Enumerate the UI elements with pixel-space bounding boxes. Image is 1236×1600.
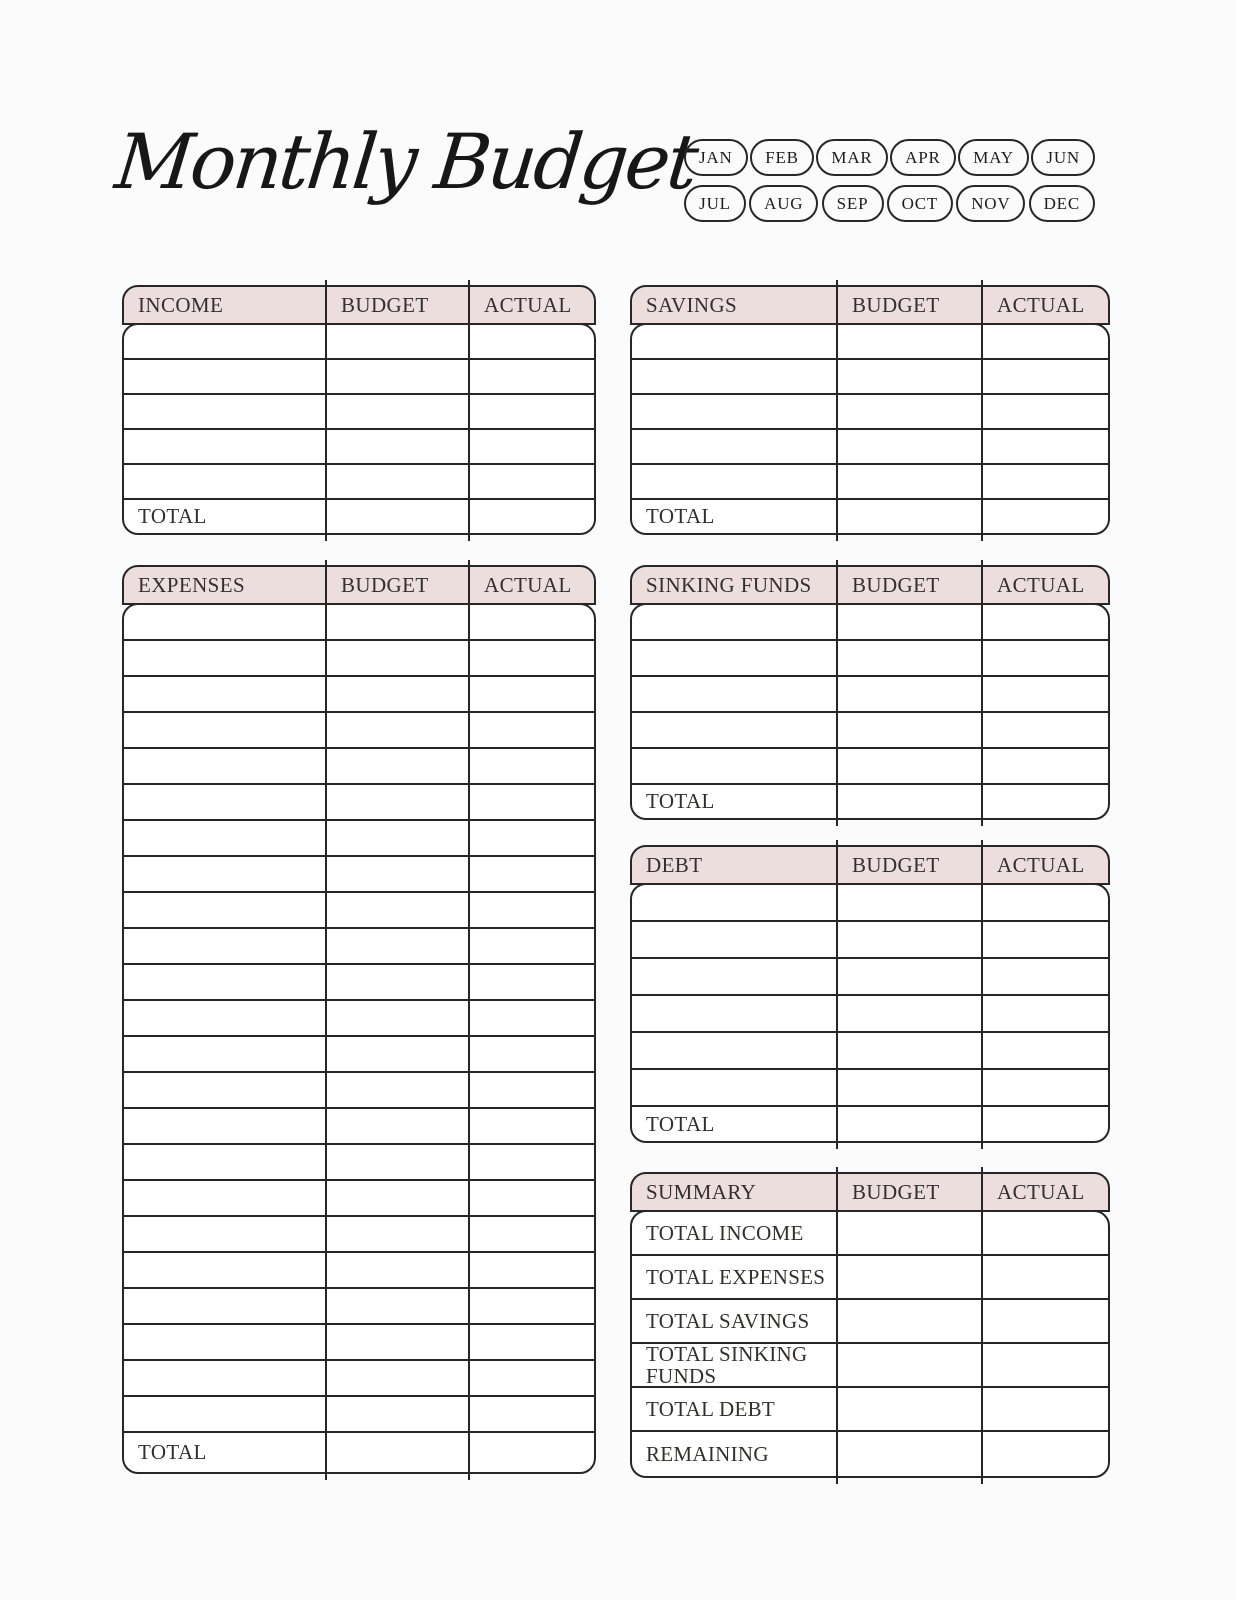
debt-actual-header: ACTUAL (997, 852, 1085, 877)
empty-actual-cell[interactable] (470, 1001, 594, 1035)
summary-row-total-debt (632, 1388, 1108, 1432)
table-row (124, 1289, 594, 1325)
savings-header-label: SAVINGS (646, 292, 738, 317)
debt-table-header (630, 845, 1110, 885)
summary-row-total-expenses (632, 1256, 1108, 1300)
summary-budget-header: BUDGET (852, 1179, 940, 1204)
table-row (124, 713, 594, 749)
empty-actual-cell[interactable] (983, 360, 1108, 393)
column-separator (981, 1167, 983, 1484)
debt-table-body (630, 883, 1110, 1143)
empty-actual-cell[interactable] (983, 430, 1108, 463)
empty-budget-cell[interactable] (327, 965, 470, 999)
table-row (632, 325, 1108, 360)
savings-actual-header: ACTUAL (997, 292, 1085, 317)
sinking-funds-budget-header: BUDGET (852, 572, 940, 597)
income-actual-header: ACTUAL (484, 292, 572, 317)
empty-name-cell[interactable] (124, 785, 327, 819)
empty-name-cell[interactable] (632, 713, 838, 747)
empty-budget-cell[interactable] (838, 360, 983, 393)
sinking-funds-header-label: SINKING FUNDS (646, 572, 812, 597)
table-row (124, 857, 594, 893)
empty-name-cell[interactable] (124, 1073, 327, 1107)
table-row (124, 1217, 594, 1253)
expenses-header-label: EXPENSES (138, 572, 246, 597)
income-table (122, 285, 596, 535)
expenses-actual-header: ACTUAL (484, 572, 572, 597)
empty-budget-cell[interactable] (838, 749, 983, 783)
empty-budget-cell[interactable] (327, 1109, 470, 1143)
month-jun[interactable]: JUN (1031, 139, 1095, 176)
empty-actual-cell[interactable] (983, 1070, 1108, 1105)
savings-table-body (630, 323, 1110, 535)
expenses-total-label: TOTAL (138, 1440, 207, 1464)
summary-total-debt-label: TOTAL DEBT (646, 1396, 776, 1421)
empty-actual-cell[interactable] (470, 360, 594, 393)
summary-row-total-income (632, 1212, 1108, 1256)
column-separator (836, 1167, 838, 1484)
empty-name-cell[interactable] (632, 677, 838, 711)
expenses-table-header (122, 565, 596, 605)
empty-name-cell[interactable] (124, 1145, 327, 1179)
empty-budget-cell[interactable] (838, 395, 983, 428)
empty-budget-cell[interactable] (327, 605, 470, 639)
empty-actual-cell[interactable] (470, 1109, 594, 1143)
table-row (124, 1001, 594, 1037)
table-row (632, 922, 1108, 959)
debt-total-label: TOTAL (646, 1111, 715, 1136)
month-selector (684, 139, 1095, 222)
empty-name-cell[interactable] (632, 1033, 838, 1068)
table-row (632, 677, 1108, 713)
empty-name-cell[interactable] (632, 641, 838, 675)
empty-actual-cell[interactable] (470, 1181, 594, 1215)
empty-budget-cell[interactable] (838, 1300, 983, 1342)
empty-actual-cell[interactable] (470, 1397, 594, 1431)
empty-name-cell[interactable] (632, 1070, 838, 1105)
table-row (124, 1397, 594, 1433)
empty-actual-cell[interactable] (470, 929, 594, 963)
empty-name-cell[interactable] (124, 430, 327, 463)
empty-name-cell[interactable] (632, 395, 838, 428)
empty-budget-cell[interactable] (327, 1325, 470, 1359)
empty-actual-cell[interactable] (983, 922, 1108, 957)
table-row (124, 360, 594, 395)
empty-budget-cell[interactable] (327, 1289, 470, 1323)
empty-name-cell[interactable] (124, 821, 327, 855)
sinking-funds-actual-header: ACTUAL (997, 572, 1085, 597)
empty-actual-cell[interactable] (983, 885, 1108, 920)
empty-budget-cell[interactable] (838, 885, 983, 920)
table-row (124, 1145, 594, 1181)
table-row (124, 965, 594, 1001)
empty-name-cell[interactable] (124, 325, 327, 358)
summary-row-total-savings (632, 1300, 1108, 1344)
expenses-rows (124, 605, 594, 1433)
table-row (124, 1253, 594, 1289)
table-row (124, 1037, 594, 1073)
empty-name-cell[interactable] (124, 1253, 327, 1287)
empty-actual-cell[interactable] (470, 325, 594, 358)
empty-budget-cell[interactable] (327, 1037, 470, 1071)
debt-table (630, 845, 1110, 1143)
table-row (124, 929, 594, 965)
empty-budget-cell[interactable] (327, 893, 470, 927)
income-rows (124, 325, 594, 500)
empty-actual-cell[interactable] (470, 1289, 594, 1323)
empty-name-cell[interactable] (632, 605, 838, 639)
column-separator (325, 560, 327, 1480)
table-row (124, 1325, 594, 1361)
table-row (124, 641, 594, 677)
table-row (124, 1109, 594, 1145)
empty-actual-cell[interactable] (470, 430, 594, 463)
table-row (632, 641, 1108, 677)
expenses-table (122, 565, 596, 1474)
savings-total-label: TOTAL (646, 504, 715, 528)
table-row (632, 465, 1108, 500)
empty-actual-cell[interactable] (983, 1212, 1108, 1254)
empty-budget-cell[interactable] (838, 605, 983, 639)
savings-table-header (630, 285, 1110, 325)
table-row (632, 713, 1108, 749)
empty-name-cell[interactable] (124, 1037, 327, 1071)
summary-actual-header: ACTUAL (997, 1179, 1085, 1204)
empty-budget-cell[interactable] (838, 959, 983, 994)
empty-name-cell[interactable] (124, 1001, 327, 1035)
empty-budget-cell[interactable] (327, 1217, 470, 1251)
debt-budget-header: BUDGET (852, 852, 940, 877)
empty-name-cell[interactable] (124, 641, 327, 675)
empty-name-cell[interactable] (124, 360, 327, 393)
empty-budget-cell[interactable] (327, 929, 470, 963)
column-separator (836, 840, 838, 1149)
empty-budget-cell[interactable] (327, 1361, 470, 1395)
debt-header-label: DEBT (646, 852, 703, 877)
empty-budget-cell[interactable] (327, 1181, 470, 1215)
empty-name-cell[interactable] (632, 959, 838, 994)
page-title: Monthly Budget (111, 117, 700, 206)
sinking-funds-total-row[interactable] (632, 785, 1108, 818)
empty-actual-cell[interactable] (983, 749, 1108, 783)
empty-budget-cell[interactable] (838, 1432, 983, 1476)
debt-total-row[interactable] (632, 1107, 1108, 1141)
empty-actual-cell[interactable] (470, 857, 594, 891)
empty-name-cell[interactable] (632, 885, 838, 920)
table-row (632, 885, 1108, 922)
summary-row-remaining (632, 1432, 1108, 1476)
empty-name-cell[interactable] (124, 857, 327, 891)
empty-actual-cell[interactable] (983, 641, 1108, 675)
empty-budget-cell[interactable] (327, 395, 470, 428)
sinking-funds-table-body (630, 603, 1110, 820)
empty-actual-cell[interactable] (470, 1217, 594, 1251)
empty-name-cell[interactable] (632, 325, 838, 358)
column-separator (981, 560, 983, 826)
month-jan[interactable]: JAN (684, 139, 748, 176)
empty-budget-cell[interactable] (838, 1070, 983, 1105)
month-row-1 (684, 139, 1095, 176)
summary-table-header (630, 1172, 1110, 1212)
summary-table (630, 1172, 1110, 1478)
empty-name-cell[interactable] (632, 996, 838, 1031)
empty-budget-cell[interactable] (327, 749, 470, 783)
column-separator (836, 560, 838, 826)
empty-actual-cell[interactable] (983, 1256, 1108, 1298)
column-separator (981, 280, 983, 541)
empty-budget-cell[interactable] (838, 922, 983, 957)
table-row (124, 465, 594, 500)
table-row (124, 605, 594, 641)
empty-actual-cell[interactable] (983, 395, 1108, 428)
table-row (124, 1073, 594, 1109)
empty-budget-cell[interactable] (327, 430, 470, 463)
month-may[interactable]: MAY (958, 139, 1029, 176)
savings-table (630, 285, 1110, 535)
empty-budget-cell[interactable] (327, 465, 470, 498)
savings-budget-header: BUDGET (852, 292, 940, 317)
expenses-table-body (122, 603, 596, 1474)
empty-budget-cell[interactable] (327, 785, 470, 819)
summary-header-label: SUMMARY (646, 1179, 757, 1204)
empty-budget-cell[interactable] (838, 325, 983, 358)
empty-actual-cell[interactable] (983, 1344, 1108, 1386)
sinking-funds-rows (632, 605, 1108, 785)
empty-name-cell[interactable] (124, 929, 327, 963)
empty-actual-cell[interactable] (470, 1073, 594, 1107)
summary-total-income-label: TOTAL INCOME (646, 1220, 804, 1245)
month-apr[interactable]: APR (890, 139, 955, 176)
debt-rows (632, 885, 1108, 1107)
empty-name-cell[interactable] (632, 749, 838, 783)
empty-actual-cell[interactable] (470, 1325, 594, 1359)
empty-budget-cell[interactable] (327, 677, 470, 711)
empty-actual-cell[interactable] (470, 893, 594, 927)
empty-budget-cell[interactable] (327, 641, 470, 675)
table-row (124, 821, 594, 857)
empty-budget-cell[interactable] (838, 677, 983, 711)
empty-actual-cell[interactable] (470, 821, 594, 855)
empty-name-cell[interactable] (124, 1397, 327, 1431)
sinking-funds-table-header (630, 565, 1110, 605)
month-jul[interactable]: JUL (684, 185, 746, 222)
column-separator (468, 280, 470, 541)
column-separator (325, 280, 327, 541)
empty-name-cell[interactable] (124, 1361, 327, 1395)
empty-actual-cell[interactable] (470, 785, 594, 819)
income-total-label: TOTAL (138, 504, 207, 528)
empty-budget-cell[interactable] (838, 1388, 983, 1430)
empty-actual-cell[interactable] (983, 1388, 1108, 1430)
summary-total-sinking-funds-label: TOTAL SINKING FUNDS (646, 1341, 808, 1388)
empty-actual-cell[interactable] (470, 965, 594, 999)
empty-name-cell[interactable] (632, 922, 838, 957)
empty-budget-cell[interactable] (327, 325, 470, 358)
empty-actual-cell[interactable] (470, 713, 594, 747)
empty-actual-cell[interactable] (470, 1037, 594, 1071)
month-aug[interactable]: AUG (749, 185, 818, 222)
empty-name-cell[interactable] (124, 893, 327, 927)
month-nov[interactable]: NOV (956, 185, 1025, 222)
income-table-header (122, 285, 596, 325)
empty-name-cell[interactable] (124, 1181, 327, 1215)
empty-budget-cell[interactable] (838, 996, 983, 1031)
table-row (124, 893, 594, 929)
summary-row-total-sinking-funds (632, 1341, 1108, 1388)
empty-name-cell[interactable] (632, 465, 838, 498)
empty-name-cell[interactable] (124, 1289, 327, 1323)
empty-budget-cell[interactable] (327, 1397, 470, 1431)
empty-budget-cell[interactable] (838, 713, 983, 747)
table-row (124, 749, 594, 785)
expenses-total-row[interactable] (124, 1433, 594, 1472)
empty-actual-cell[interactable] (470, 677, 594, 711)
table-row (632, 430, 1108, 465)
empty-actual-cell[interactable] (470, 465, 594, 498)
month-feb[interactable]: FEB (750, 139, 814, 176)
column-separator (836, 280, 838, 541)
savings-rows (632, 325, 1108, 500)
empty-budget-cell[interactable] (838, 465, 983, 498)
empty-actual-cell[interactable] (983, 325, 1108, 358)
empty-actual-cell[interactable] (983, 1300, 1108, 1342)
table-row (124, 785, 594, 821)
empty-budget-cell[interactable] (327, 713, 470, 747)
empty-budget-cell[interactable] (327, 1001, 470, 1035)
empty-budget-cell[interactable] (327, 1145, 470, 1179)
table-row (632, 996, 1108, 1033)
empty-name-cell[interactable] (632, 360, 838, 393)
summary-total-expenses-label: TOTAL EXPENSES (646, 1264, 826, 1289)
sinking-funds-table (630, 565, 1110, 820)
empty-name-cell[interactable] (124, 1325, 327, 1359)
empty-budget-cell[interactable] (838, 641, 983, 675)
empty-name-cell[interactable] (632, 430, 838, 463)
summary-remaining-label: REMAINING (646, 1441, 769, 1466)
empty-actual-cell[interactable] (470, 605, 594, 639)
sinking-funds-total-label: TOTAL (646, 789, 715, 813)
table-row (632, 1070, 1108, 1107)
empty-actual-cell[interactable] (983, 677, 1108, 711)
table-row (632, 1033, 1108, 1070)
table-row (632, 749, 1108, 785)
table-row (124, 1361, 594, 1397)
table-row (124, 677, 594, 713)
income-header-label: INCOME (138, 292, 224, 317)
empty-budget-cell[interactable] (327, 1073, 470, 1107)
table-row (632, 605, 1108, 641)
empty-name-cell[interactable] (124, 965, 327, 999)
empty-actual-cell[interactable] (983, 959, 1108, 994)
column-separator (981, 840, 983, 1149)
empty-name-cell[interactable] (124, 713, 327, 747)
table-row (124, 395, 594, 430)
month-dec[interactable]: DEC (1029, 185, 1095, 222)
empty-actual-cell[interactable] (470, 1145, 594, 1179)
empty-name-cell[interactable] (124, 1217, 327, 1251)
expenses-budget-header: BUDGET (341, 572, 429, 597)
empty-budget-cell[interactable] (838, 1256, 983, 1298)
empty-actual-cell[interactable] (983, 1033, 1108, 1068)
empty-actual-cell[interactable] (983, 996, 1108, 1031)
empty-actual-cell[interactable] (470, 641, 594, 675)
empty-actual-cell[interactable] (983, 1432, 1108, 1476)
empty-name-cell[interactable] (124, 465, 327, 498)
empty-name-cell[interactable] (124, 677, 327, 711)
empty-budget-cell[interactable] (327, 857, 470, 891)
empty-budget-cell[interactable] (327, 1253, 470, 1287)
empty-actual-cell[interactable] (983, 605, 1108, 639)
column-separator (468, 560, 470, 1480)
month-mar[interactable]: MAR (816, 139, 887, 176)
empty-budget-cell[interactable] (327, 360, 470, 393)
savings-total-row[interactable] (632, 500, 1108, 533)
empty-actual-cell[interactable] (983, 465, 1108, 498)
empty-actual-cell[interactable] (470, 749, 594, 783)
empty-name-cell[interactable] (124, 749, 327, 783)
empty-budget-cell[interactable] (838, 1344, 983, 1386)
table-row (124, 1181, 594, 1217)
empty-actual-cell[interactable] (470, 395, 594, 428)
empty-name-cell[interactable] (124, 395, 327, 428)
empty-name-cell[interactable] (124, 605, 327, 639)
empty-name-cell[interactable] (124, 1109, 327, 1143)
empty-actual-cell[interactable] (470, 1361, 594, 1395)
empty-actual-cell[interactable] (470, 1253, 594, 1287)
income-total-row[interactable] (124, 500, 594, 533)
empty-budget-cell[interactable] (838, 1212, 983, 1254)
table-row (632, 360, 1108, 395)
empty-budget-cell[interactable] (327, 821, 470, 855)
income-table-body (122, 323, 596, 535)
empty-budget-cell[interactable] (838, 1033, 983, 1068)
table-row (632, 395, 1108, 430)
summary-table-body (630, 1210, 1110, 1478)
table-row (124, 325, 594, 360)
table-row (124, 430, 594, 465)
empty-budget-cell[interactable] (838, 430, 983, 463)
summary-total-savings-label: TOTAL SAVINGS (646, 1308, 810, 1333)
month-sep[interactable]: SEP (822, 185, 884, 222)
income-budget-header: BUDGET (341, 292, 429, 317)
table-row (632, 959, 1108, 996)
month-row-2 (684, 185, 1095, 222)
month-oct[interactable]: OCT (887, 185, 953, 222)
empty-actual-cell[interactable] (983, 713, 1108, 747)
